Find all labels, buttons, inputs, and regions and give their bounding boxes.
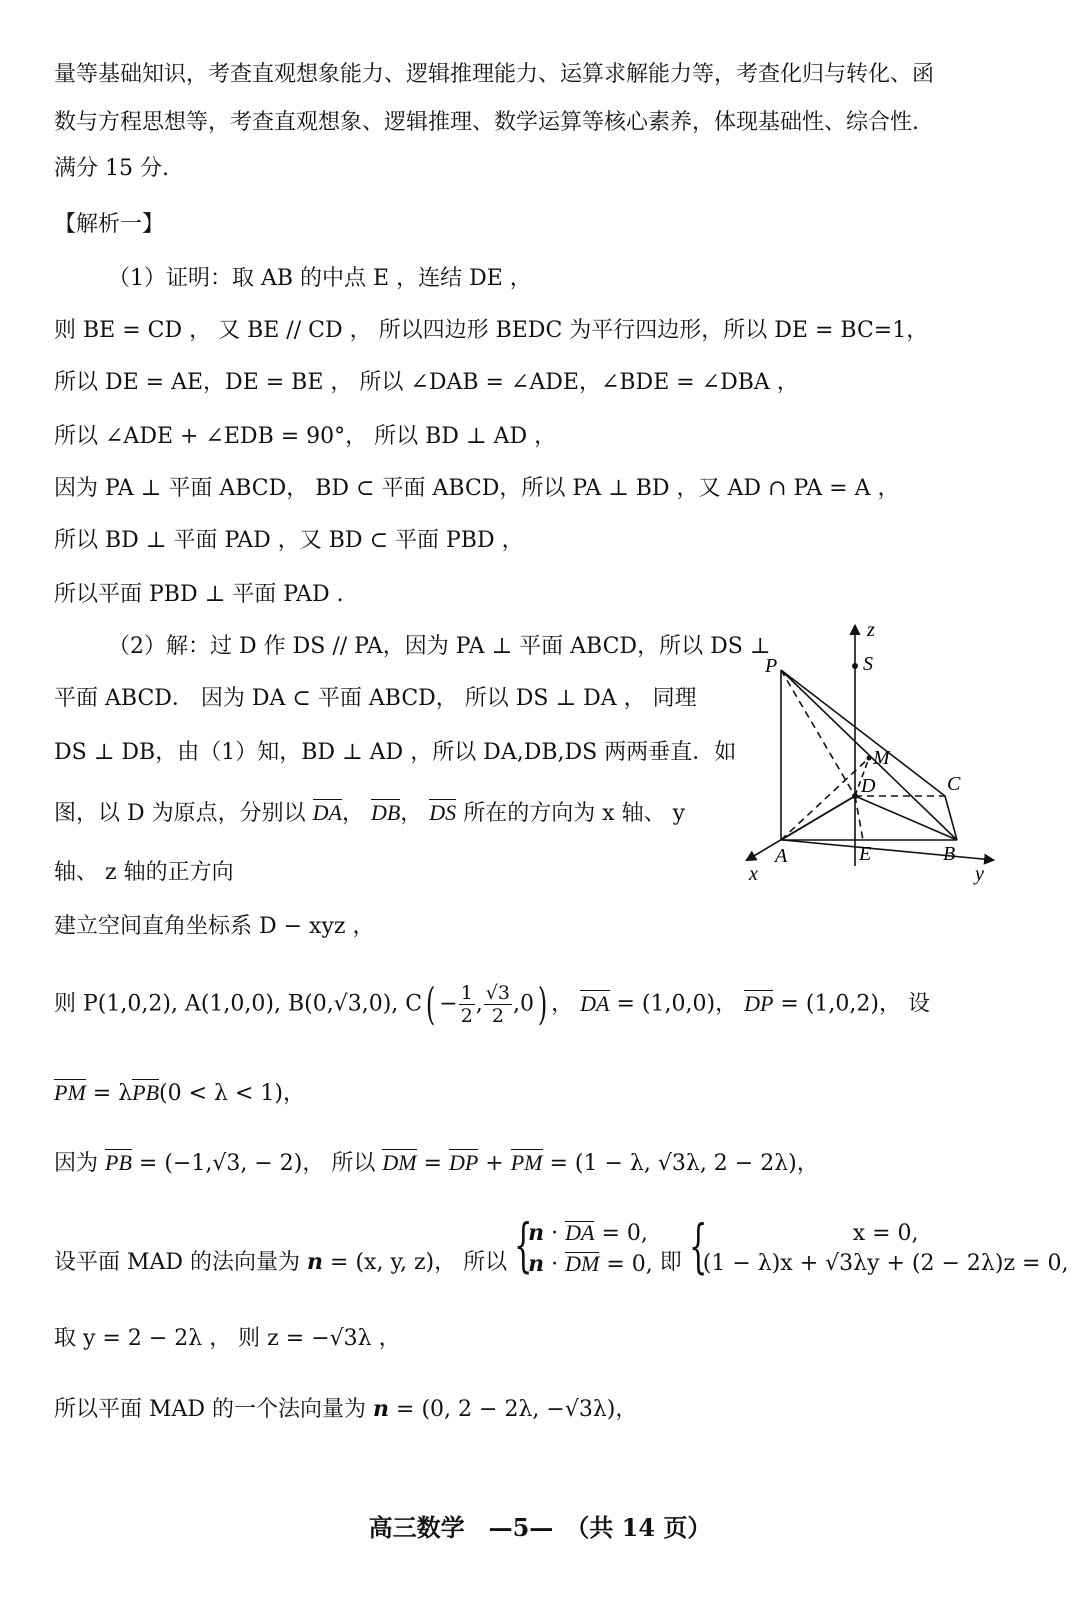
edge-ad: [781, 796, 855, 840]
normal-pre: 设平面 MAD 的法向量为: [54, 1250, 301, 1275]
vector-pm: PM: [511, 1146, 543, 1180]
geometry-figure: [735, 618, 1005, 888]
vector-da: DA: [580, 987, 609, 1021]
label-y: y: [975, 863, 984, 885]
vector-dm: DM: [382, 1146, 416, 1180]
part1-line-5: 因为 PA ⊥ 平面 ABCD， BD ⊂ 平面 ABCD，所以 PA ⊥ BD ，又 AD ∩ PA = A ，: [54, 476, 900, 501]
sys-eq-1: x = 0,: [852, 1221, 919, 1246]
label-e: E: [859, 843, 872, 865]
vector-pb: PB: [132, 1076, 159, 1110]
label-z: z: [867, 619, 875, 641]
label-x: x: [749, 863, 758, 885]
dp-value: = (1,0,2)， 设: [780, 991, 930, 1017]
pb-line: 因为 PB = (−1,√3, − 2)， 所以 DM = DP + PM = (1 − λ, √3λ, 2 − 2λ)，: [54, 1146, 819, 1181]
normal-result-line: [54, 1392, 637, 1427]
intro-line-3: 满分 15 分.: [54, 156, 169, 181]
pb-value: = (−1,√3, − 2)， 所以: [138, 1151, 376, 1176]
normal-result-pre: 所以平面 MAD 的一个法向量为: [54, 1397, 367, 1422]
sys-n: n: [528, 1251, 545, 1277]
fraction-half: [459, 982, 475, 1027]
edge-db: [855, 796, 957, 840]
system-1: { n · DA = 0, n · DM = 0,: [514, 1211, 653, 1279]
vector-pm: PM: [54, 1076, 86, 1110]
label-s: S: [863, 653, 873, 675]
sys-n: n: [528, 1220, 545, 1246]
lambda-range: (0 < λ < 1)，: [159, 1081, 305, 1106]
edge-de: [855, 796, 863, 840]
pm-eq: = λ: [92, 1081, 133, 1106]
point-s: [852, 663, 858, 669]
normal-n: n: [307, 1249, 324, 1275]
normal-n: n: [373, 1396, 390, 1422]
part1-line-6: 所以 BD ⊥ 平面 PAD ，又 BD ⊂ 平面 PBD ，: [54, 528, 524, 553]
normal-vector-line: [54, 1211, 1069, 1294]
sys-eq: = 0,: [601, 1221, 648, 1246]
part2-line-1: （2）解：过 D 作 DS // PA，因为 PA ⊥ 平面 ABCD，所以 DS ⊥: [108, 634, 771, 659]
intro-line-2: 数与方程思想等，考查直观想象、逻辑推理、数学运算等核心素养，体现基础性、综合性.: [54, 110, 919, 135]
point-d: [852, 793, 858, 799]
frac-den: 2: [491, 1005, 504, 1027]
part1-line-3: 所以 DE = AE，DE = BE ， 所以 ∠DAB = ∠ADE，∠BDE = ∠DBA ，: [54, 370, 799, 395]
part1-line-7: 所以平面 PBD ⊥ 平面 PAD .: [54, 582, 344, 607]
system-2: { x = 0, (1 − λ)x + √3λy + (2 − 2λ)z = 0,: [688, 1212, 1069, 1280]
da-value: = (1,0,0)，: [616, 991, 738, 1017]
vector-dp: DP: [744, 987, 773, 1021]
vector-dp: DP: [449, 1146, 478, 1180]
part1-line-1: （1）证明：取 AB 的中点 E ，连结 DE ，: [108, 266, 532, 291]
fraction-sqrt3-half: [484, 982, 512, 1027]
part2-line-3: DS ⊥ DB，由（1）知，BD ⊥ AD ，所以 DA,DB,DS 两两垂直．如: [54, 740, 737, 765]
frac-num: √3: [485, 982, 510, 1004]
part1-line-2: 则 BE = CD ， 又 BE // CD ， 所以四边形 BEDC 为平行四边形，所以 DE = BC=1，: [54, 318, 929, 343]
label-c: C: [947, 773, 961, 795]
frac-num: 1: [460, 982, 473, 1004]
vector-da: DA: [313, 796, 342, 830]
part2-line-5: 轴、 z 轴的正方向: [54, 860, 234, 885]
edge-pd: [781, 670, 855, 796]
vector-ds: DS: [429, 796, 456, 830]
normal-result-value: = (0, 2 − 2λ, −√3λ)，: [396, 1397, 638, 1422]
part1-line-4: 所以 ∠ADE + ∠EDB = 90°， 所以 BD ⊥ AD ，: [54, 424, 557, 449]
normal-mid: = (x, y, z)， 所以: [330, 1250, 508, 1275]
point-m: [867, 756, 872, 761]
choose-y-line: 取 y = 2 − 2λ ， 则 z = −√3λ ，: [54, 1326, 401, 1351]
pb-pre: 因为: [54, 1151, 99, 1176]
y-axis-bottom: [783, 840, 993, 860]
vector-da: DA: [565, 1218, 594, 1248]
part2-line-6: 建立空间直角坐标系 D − xyz ，: [54, 914, 375, 939]
pm-line: [54, 1076, 305, 1111]
ji-label: 即: [659, 1250, 682, 1275]
frac-den: 2: [460, 1005, 473, 1027]
label-a: A: [775, 845, 788, 867]
part2-line-2: 平面 ABCD． 因为 DA ⊂ 平面 ABCD， 所以 DS ⊥ DA ， 同理: [54, 686, 697, 711]
page-footer: 高三数学 —5— （共 14 页）: [368, 1513, 712, 1542]
label-p: P: [765, 655, 778, 677]
vector-db: DB: [371, 796, 400, 830]
section-header: 【解析一】: [54, 212, 165, 237]
dm-value: = (1 − λ, √3λ, 2 − 2λ)，: [549, 1151, 819, 1176]
label-b: B: [943, 843, 956, 865]
sys-eq: = 0,: [606, 1252, 653, 1277]
intro-line-1: 量等基础知识，考查直观想象能力、逻辑推理能力、运算求解能力等，考查化归与转化、函: [54, 62, 935, 87]
coordinates-line: 则 P(1,0,2), A(1,0,0), B(0,√3,0), C( − $\frac{1}{2}$ , $\frac{√3}{2}$ ,0) ， DA = (1,0,0)， DP = (1,0,2)， 设: [54, 978, 930, 1030]
label-m: M: [873, 747, 890, 769]
sys-eq-2: (1 − λ)x + √3λy + (2 − 2λ)z = 0,: [702, 1251, 1069, 1276]
part2-line-4: 图，以 D 为原点，分别以 DA， DB， DS 所在的方向为 x 轴、 y: [54, 796, 685, 831]
vector-dm: DM: [565, 1249, 599, 1279]
coordinates-pre: 则 P(1,0,2), A(1,0,0), B(0,√3,0), C: [54, 991, 423, 1017]
vector-pb: PB: [105, 1146, 132, 1180]
label-d: D: [861, 775, 876, 797]
part2-line-4-pre: 图，以 D 为原点，分别以: [54, 801, 306, 826]
part2-line-4-post: 所在的方向为 x 轴、 y: [463, 801, 686, 826]
